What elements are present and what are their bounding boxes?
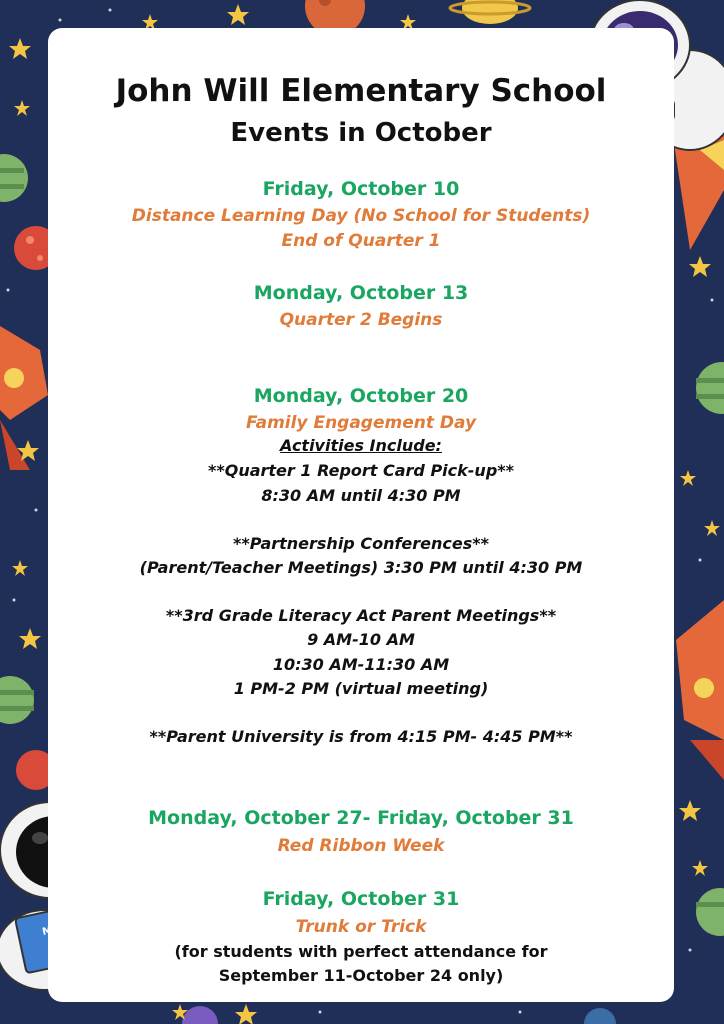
event-detail: End of Quarter 1 xyxy=(281,231,441,251)
book-label: MARS xyxy=(41,920,76,938)
activities-heading: Activities Include: xyxy=(280,436,442,455)
event-detail: Distance Learning Day (No School for Students) xyxy=(131,206,591,226)
event-date: Monday, October 13 xyxy=(253,282,469,304)
activity-item: 9 AM-10 AM xyxy=(307,630,415,649)
page-subtitle: Events in October xyxy=(230,118,492,148)
activity-item: 8:30 AM until 4:30 PM xyxy=(261,486,461,505)
event-detail: Red Ribbon Week xyxy=(277,836,445,856)
event-date: Friday, October 10 xyxy=(262,178,460,200)
event-detail: Family Engagement Day xyxy=(245,413,477,433)
activity-item: **Quarter 1 Report Card Pick-up** xyxy=(207,461,514,480)
event-detail: Quarter 2 Begins xyxy=(279,310,443,330)
event-date: Monday, October 27- Friday, October 31 xyxy=(148,807,574,829)
event-note: September 11-October 24 only) xyxy=(218,966,504,985)
activity-item: 1 PM-2 PM (virtual meeting) xyxy=(233,679,489,698)
event-date: Monday, October 20 xyxy=(253,385,469,407)
page-title: John Will Elementary School xyxy=(115,73,607,109)
activity-item: (Parent/Teacher Meetings) 3:30 PM until 4:30 PM xyxy=(139,558,583,577)
event-note: (for students with perfect attendance for xyxy=(174,942,548,961)
activity-item: **Partnership Conferences** xyxy=(233,534,489,553)
event-date: Friday, October 31 xyxy=(262,888,460,910)
activity-item: **Parent University is from 4:15 PM- 4:45 PM** xyxy=(149,727,573,746)
activity-item: 10:30 AM-11:30 AM xyxy=(272,655,450,674)
activity-item: **3rd Grade Literacy Act Parent Meetings** xyxy=(165,606,557,625)
event-detail: Trunk or Trick xyxy=(295,917,427,937)
